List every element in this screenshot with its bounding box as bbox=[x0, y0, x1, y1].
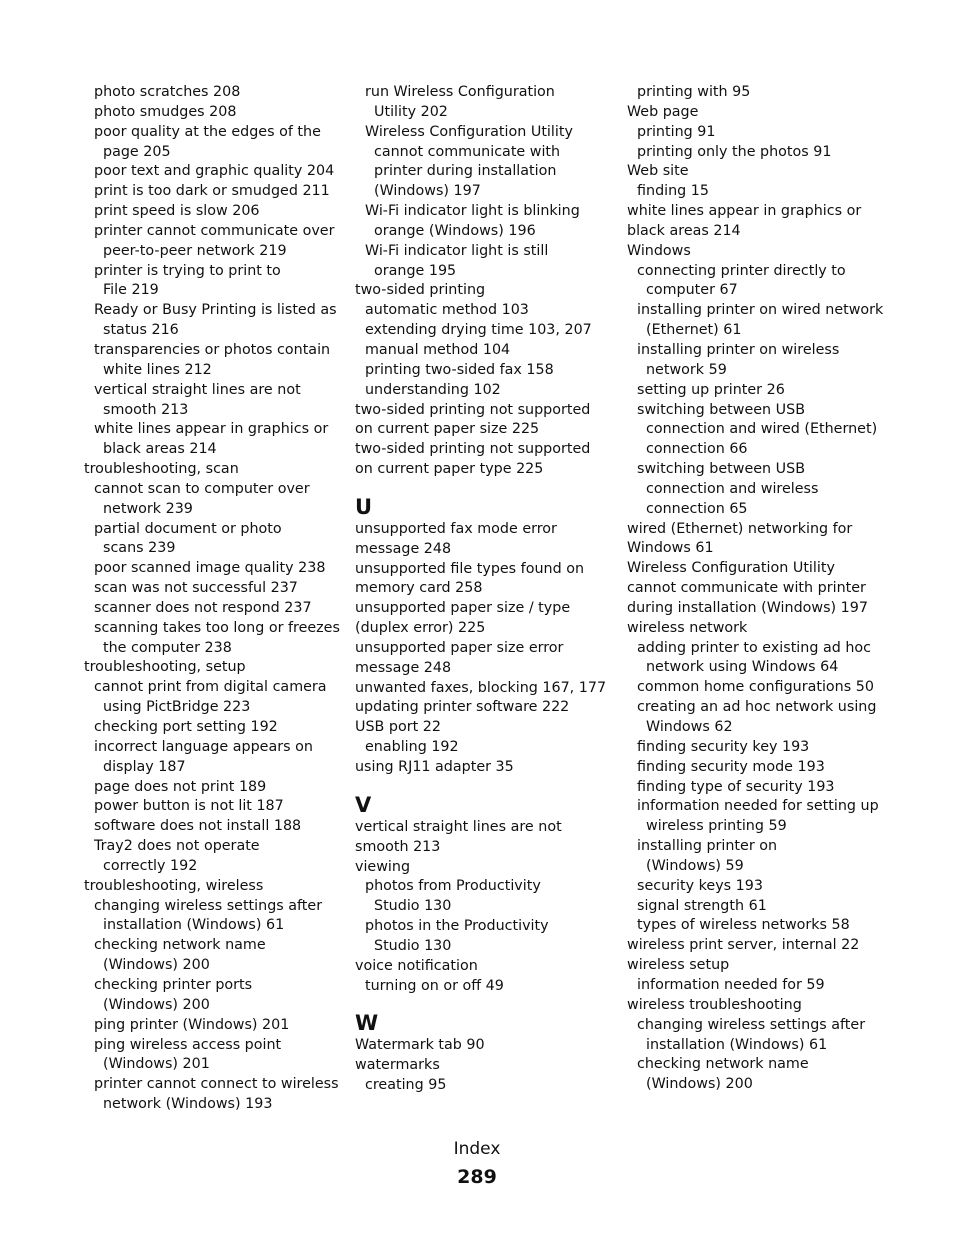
index-entry-text: unsupported fax mode error bbox=[355, 520, 557, 537]
index-entry-continuation: black areas 214 bbox=[103, 441, 217, 458]
index-entry-continuation: correctly 192 bbox=[103, 857, 198, 874]
index-subentry bbox=[84, 817, 342, 837]
index-subentry bbox=[627, 381, 889, 401]
index-entry-continuation: installation (Windows) 61 bbox=[103, 917, 285, 934]
index-subentry bbox=[627, 877, 889, 897]
index-subentry bbox=[84, 202, 342, 222]
index-subentry bbox=[627, 698, 889, 738]
index-entry-continuation: Utility 202 bbox=[374, 103, 448, 120]
index-subentry bbox=[84, 797, 342, 817]
index-entry-text: updating printer software 222 bbox=[355, 699, 570, 716]
index-entry-text: two-sided printing bbox=[355, 282, 486, 299]
index-entry-text: vertical straight lines are not bbox=[94, 381, 301, 398]
index-entry bbox=[627, 242, 889, 262]
index-entry-text: vertical straight lines are not bbox=[355, 818, 562, 835]
index-subentry bbox=[355, 321, 613, 341]
index-entry-text: run Wireless Configuration bbox=[365, 84, 555, 100]
index-subentry bbox=[355, 381, 613, 401]
index-entry bbox=[355, 858, 613, 878]
index-entry-text: wireless troubleshooting bbox=[627, 996, 802, 1013]
index-entry-continuation: orange 195 bbox=[374, 262, 457, 279]
index-entry bbox=[355, 639, 613, 679]
index-entry-text: wireless print server, internal 22 bbox=[627, 937, 860, 954]
index-entry-continuation: (Windows) 197 bbox=[374, 183, 481, 200]
index-entry-text: turning on or off 49 bbox=[365, 977, 504, 994]
index-entry-text: printer cannot connect to wireless bbox=[94, 1076, 339, 1093]
index-entry-text: printing two-sided fax 158 bbox=[365, 361, 554, 378]
index-subentry bbox=[627, 639, 889, 679]
index-entry-text: scanner does not respond 237 bbox=[94, 599, 312, 616]
index-entry bbox=[355, 718, 613, 738]
index-subentry bbox=[627, 341, 889, 381]
index-entry-text: printing 91 bbox=[637, 123, 716, 140]
index-subentry bbox=[84, 103, 342, 123]
index-entry-text: Wireless Configuration Utility bbox=[365, 123, 573, 140]
index-subentry bbox=[627, 123, 889, 143]
index-entry-text: checking network name bbox=[94, 937, 266, 954]
index-entry bbox=[627, 520, 889, 560]
index-entry-text: poor scanned image quality 238 bbox=[94, 560, 326, 577]
index-entry-text: finding 15 bbox=[637, 183, 709, 200]
index-subentry bbox=[84, 1036, 342, 1076]
index-entry-text: connecting printer directly to bbox=[637, 262, 846, 279]
index-entry bbox=[355, 679, 613, 699]
index-subentry bbox=[355, 242, 613, 282]
index-subentry bbox=[84, 936, 342, 976]
index-entry-continuation: orange (Windows) 196 bbox=[374, 222, 536, 239]
index-entry-text: cannot print from digital camera bbox=[94, 679, 327, 696]
index-entry-text: incorrect language appears on bbox=[94, 738, 313, 755]
index-entry-text: wired (Ethernet) networking for bbox=[627, 520, 853, 537]
index-entry-continuation: message 248 bbox=[355, 540, 452, 557]
index-entry-text: using RJ11 adapter 35 bbox=[355, 759, 514, 775]
index-entry-text: printer is trying to print to bbox=[94, 262, 281, 279]
index-entry-continuation: computer 67 bbox=[646, 282, 738, 299]
index-entry-text: adding printer to existing ad hoc bbox=[637, 639, 872, 656]
index-subentry bbox=[355, 1076, 613, 1096]
index-entry-text: manual method 104 bbox=[365, 341, 511, 358]
index-entry-continuation: (Windows) 201 bbox=[103, 1056, 210, 1073]
index-entry-continuation: during installation (Windows) 197 bbox=[627, 599, 868, 616]
index-entry-continuation: (Ethernet) 61 bbox=[646, 322, 742, 339]
index-letter-heading: W bbox=[355, 1011, 379, 1036]
index-entry bbox=[627, 103, 889, 123]
index-subentry bbox=[84, 738, 342, 778]
index-entry bbox=[355, 440, 613, 480]
index-entry-continuation: cannot communicate with bbox=[374, 143, 561, 160]
index-entry-text: checking network name bbox=[637, 1056, 809, 1073]
index-subentry bbox=[84, 123, 342, 163]
index-subentry bbox=[627, 976, 889, 996]
index-subentry bbox=[627, 758, 889, 778]
index-entry-continuation: message 248 bbox=[355, 659, 452, 676]
index-subentry bbox=[355, 361, 613, 381]
index-subentry bbox=[84, 718, 342, 738]
index-entry-text: photos in the Productivity bbox=[365, 918, 549, 935]
index-entry bbox=[355, 599, 613, 639]
index-entry-text: Windows bbox=[627, 242, 691, 259]
index-entry-text: poor text and graphic quality 204 bbox=[94, 163, 335, 180]
index-entry-text: power button is not lit 187 bbox=[94, 798, 284, 815]
index-entry-continuation: cannot communicate with printer bbox=[627, 580, 866, 597]
index-entry bbox=[355, 520, 613, 560]
index-entry-text: extending drying time 103, 207 bbox=[365, 322, 592, 339]
index-subentry bbox=[627, 83, 889, 103]
index-subentry bbox=[627, 797, 889, 837]
index-entry bbox=[355, 560, 613, 600]
index-entry-text: viewing bbox=[355, 858, 411, 875]
index-entry bbox=[355, 957, 613, 977]
index-entry-text: transparencies or photos contain bbox=[94, 341, 331, 358]
index-entry bbox=[627, 162, 889, 182]
index-entry-text: Wi-Fi indicator light is blinking bbox=[365, 203, 580, 220]
index-entry bbox=[627, 559, 889, 619]
index-entry-text: partial document or photo bbox=[94, 520, 282, 537]
index-entry-continuation: using PictBridge 223 bbox=[103, 699, 251, 716]
index-entry-continuation: on current paper size 225 bbox=[355, 421, 540, 438]
index-entry-continuation: on current paper type 225 bbox=[355, 461, 544, 478]
index-column-3 bbox=[627, 83, 889, 1095]
index-entry-text: troubleshooting, scan bbox=[84, 461, 239, 478]
index-entry-text: USB port 22 bbox=[355, 719, 441, 736]
index-column-2 bbox=[355, 83, 613, 1096]
index-entry-text: two-sided printing not supported bbox=[355, 401, 591, 418]
index-subentry bbox=[355, 917, 613, 957]
index-entry bbox=[355, 698, 613, 718]
index-entry-continuation: (Windows) 200 bbox=[103, 957, 210, 974]
index-subentry bbox=[84, 778, 342, 798]
index-entry-text: switching between USB bbox=[637, 401, 806, 418]
index-entry-continuation: Studio 130 bbox=[374, 937, 452, 954]
index-entry-text: finding security mode 193 bbox=[637, 758, 825, 775]
index-entry-continuation: connection 66 bbox=[646, 441, 748, 458]
index-entry-text: changing wireless settings after bbox=[94, 897, 323, 914]
index-subentry bbox=[84, 976, 342, 1016]
index-entry-text: scan was not successful 237 bbox=[94, 580, 298, 597]
index-subentry bbox=[84, 837, 342, 877]
index-entry-text: unsupported file types found on bbox=[355, 560, 585, 577]
index-subentry bbox=[84, 381, 342, 421]
index-subentry bbox=[84, 579, 342, 599]
index-subentry bbox=[84, 559, 342, 579]
index-entry-text: signal strength 61 bbox=[637, 897, 767, 914]
index-entry bbox=[355, 818, 613, 858]
index-subentry bbox=[84, 1075, 342, 1115]
index-entry-text: wireless setup bbox=[627, 957, 730, 974]
index-entry bbox=[355, 401, 613, 441]
index-subentry bbox=[627, 916, 889, 936]
index-entry bbox=[355, 758, 613, 778]
index-subentry bbox=[627, 262, 889, 302]
index-entry-text: print is too dark or smudged 211 bbox=[94, 183, 330, 200]
index-entry-text: photos from Productivity bbox=[365, 878, 541, 895]
index-entry-continuation: white lines 212 bbox=[103, 361, 212, 378]
index-entry-continuation: (Windows) 59 bbox=[646, 857, 744, 874]
index-subentry bbox=[355, 877, 613, 917]
index-entry-continuation: connection and wireless bbox=[646, 480, 819, 497]
index-entry-text: scanning takes too long or freezes bbox=[94, 619, 340, 636]
index-entry-continuation: Windows 62 bbox=[646, 719, 733, 735]
index-subentry bbox=[627, 460, 889, 520]
index-entry bbox=[627, 202, 889, 242]
index-entry-text: wireless network bbox=[627, 619, 748, 636]
page-number: 289 bbox=[457, 1166, 497, 1188]
index-entry bbox=[84, 877, 342, 897]
index-subentry bbox=[84, 182, 342, 202]
index-subentry bbox=[84, 480, 342, 520]
index-entry-continuation: status 216 bbox=[103, 322, 179, 339]
index-entry-continuation: display 187 bbox=[103, 758, 186, 775]
index-entry-text: creating an ad hoc network using bbox=[637, 699, 877, 716]
index-entry-continuation: (Windows) 200 bbox=[646, 1076, 753, 1093]
index-entry-text: installing printer on wireless bbox=[637, 341, 840, 358]
index-entry-continuation: network using Windows 64 bbox=[646, 659, 839, 676]
index-entry-continuation: Studio 130 bbox=[374, 898, 452, 915]
index-entry-continuation: network 59 bbox=[646, 361, 727, 378]
index-entry-text: switching between USB bbox=[637, 461, 806, 478]
index-entry bbox=[627, 996, 889, 1016]
index-entry-text: installing printer on wired network bbox=[637, 302, 884, 319]
index-entry-continuation: the computer 238 bbox=[103, 639, 232, 656]
index-entry-continuation: connection and wired (Ethernet) bbox=[646, 421, 878, 438]
index-subentry bbox=[84, 619, 342, 659]
index-entry-text: two-sided printing not supported bbox=[355, 441, 591, 458]
index-entry-continuation: printer during installation bbox=[374, 163, 557, 180]
index-entry-text: ping printer (Windows) 201 bbox=[94, 1016, 290, 1033]
index-entry-continuation: network 239 bbox=[103, 500, 193, 517]
index-letter-heading: U bbox=[355, 494, 373, 519]
index-entry bbox=[355, 1056, 613, 1076]
index-subentry bbox=[84, 1016, 342, 1036]
index-entry-continuation: smooth 213 bbox=[355, 838, 441, 855]
index-column-1 bbox=[84, 83, 342, 1115]
footer-section-title: Index bbox=[453, 1139, 501, 1159]
index-subentry bbox=[355, 977, 613, 997]
index-entry-text: creating 95 bbox=[365, 1077, 447, 1094]
index-subentry bbox=[84, 162, 342, 182]
index-subentry bbox=[84, 341, 342, 381]
index-subentry bbox=[627, 738, 889, 758]
index-entry-text: Tray2 does not operate bbox=[94, 838, 260, 855]
index-entry-continuation: Windows 61 bbox=[627, 540, 714, 557]
index-subentry bbox=[84, 599, 342, 619]
index-entry-text: types of wireless networks 58 bbox=[637, 917, 850, 934]
index-subentry bbox=[627, 1016, 889, 1056]
index-entry-text: print speed is slow 206 bbox=[94, 203, 260, 220]
index-entry-text: changing wireless settings after bbox=[637, 1016, 866, 1033]
index-subentry bbox=[84, 420, 342, 460]
index-entry-text: Wi-Fi indicator light is still bbox=[365, 242, 549, 259]
index-letter-heading: V bbox=[355, 792, 372, 817]
index-entry bbox=[84, 460, 342, 480]
index-subentry bbox=[355, 341, 613, 361]
index-subentry bbox=[84, 678, 342, 718]
index-entry-text: troubleshooting, wireless bbox=[84, 877, 264, 894]
index-entry-text: common home configurations 50 bbox=[637, 679, 874, 696]
index-entry-continuation: peer-to-peer network 219 bbox=[103, 242, 287, 259]
index-entry bbox=[627, 619, 889, 639]
index-entry-text: Ready or Busy Printing is listed as bbox=[94, 302, 337, 319]
index-entry-text: unwanted faxes, blocking 167, 177 bbox=[355, 679, 607, 696]
index-entry-text: Web page bbox=[627, 103, 699, 120]
index-subentry bbox=[355, 202, 613, 242]
index-entry-text: printing only the photos 91 bbox=[637, 143, 832, 160]
index-entry-text: finding security key 193 bbox=[637, 738, 810, 755]
index-subentry bbox=[84, 83, 342, 103]
index-entry-continuation: (duplex error) 225 bbox=[355, 620, 486, 637]
index-subentry bbox=[84, 897, 342, 937]
index-subentry bbox=[355, 83, 613, 123]
index-subentry bbox=[627, 678, 889, 698]
index-entry-text: understanding 102 bbox=[365, 381, 501, 398]
index-entry-text: Web site bbox=[627, 163, 689, 180]
index-entry-text: Watermark tab 90 bbox=[355, 1037, 485, 1054]
index-subentry bbox=[627, 401, 889, 461]
index-entry-text: page does not print 189 bbox=[94, 778, 267, 795]
index-entry-text: cannot scan to computer over bbox=[94, 480, 310, 497]
index-entry-text: watermarks bbox=[355, 1057, 440, 1074]
index-subentry bbox=[355, 123, 613, 202]
index-entry-continuation: smooth 213 bbox=[103, 401, 189, 418]
index-entry-continuation: (Windows) 200 bbox=[103, 996, 210, 1013]
index-entry-text: white lines appear in graphics or bbox=[94, 421, 329, 438]
index-entry-continuation: black areas 214 bbox=[627, 222, 741, 239]
index-entry-continuation: wireless printing 59 bbox=[646, 818, 787, 835]
index-entry-text: checking printer ports bbox=[94, 976, 253, 993]
index-entry bbox=[627, 936, 889, 956]
index-entry-text: installing printer on bbox=[637, 838, 778, 855]
index-entry-text: troubleshooting, setup bbox=[84, 659, 246, 676]
index-entry-text: photo smudges 208 bbox=[94, 103, 237, 120]
index-entry-text: printer cannot communicate over bbox=[94, 222, 335, 239]
index-entry-text: photo scratches 208 bbox=[94, 84, 241, 100]
index-entry-text: unsupported paper size / type bbox=[355, 600, 571, 617]
index-entry-continuation: scans 239 bbox=[103, 540, 176, 557]
index-subentry bbox=[84, 222, 342, 262]
index-subentry bbox=[627, 182, 889, 202]
index-entry bbox=[355, 1036, 613, 1056]
index-entry-continuation: network (Windows) 193 bbox=[103, 1096, 273, 1113]
index-entry-continuation: connection 65 bbox=[646, 500, 748, 517]
index-entry-continuation: installation (Windows) 61 bbox=[646, 1036, 828, 1053]
index-entry-continuation: page 205 bbox=[103, 143, 171, 160]
index-entry-text: information needed for 59 bbox=[637, 976, 825, 993]
index-subentry bbox=[627, 778, 889, 798]
index-subentry bbox=[84, 301, 342, 341]
index-entry-text: security keys 193 bbox=[637, 877, 763, 894]
index-subentry bbox=[84, 262, 342, 302]
index-entry-text: printing with 95 bbox=[637, 84, 751, 100]
index-entry-text: white lines appear in graphics or bbox=[627, 203, 862, 220]
index-entry-text: software does not install 188 bbox=[94, 818, 302, 835]
index-entry-text: poor quality at the edges of the bbox=[94, 123, 321, 140]
index-subentry bbox=[627, 837, 889, 877]
index-subentry bbox=[627, 143, 889, 163]
index-entry-text: setting up printer 26 bbox=[637, 381, 785, 398]
index-subentry bbox=[627, 897, 889, 917]
index-subentry bbox=[355, 301, 613, 321]
index-entry-text: automatic method 103 bbox=[365, 302, 529, 319]
index-entry-text: enabling 192 bbox=[365, 739, 459, 756]
index-entry-continuation: File 219 bbox=[103, 282, 159, 299]
index-subentry bbox=[355, 738, 613, 758]
index-subentry bbox=[84, 520, 342, 560]
index-entry-continuation: memory card 258 bbox=[355, 580, 483, 597]
index-subentry bbox=[627, 301, 889, 341]
index-entry bbox=[355, 281, 613, 301]
index-entry bbox=[627, 956, 889, 976]
index-entry-text: checking port setting 192 bbox=[94, 719, 278, 735]
index-entry-text: unsupported paper size error bbox=[355, 639, 564, 656]
index-entry-text: finding type of security 193 bbox=[637, 778, 835, 795]
index-entry bbox=[84, 658, 342, 678]
index-entry-text: voice notification bbox=[355, 957, 478, 974]
index-entry-text: Wireless Configuration Utility bbox=[627, 560, 835, 577]
index-subentry bbox=[627, 1055, 889, 1095]
index-entry-text: ping wireless access point bbox=[94, 1036, 282, 1053]
index-entry-text: information needed for setting up bbox=[637, 798, 879, 815]
